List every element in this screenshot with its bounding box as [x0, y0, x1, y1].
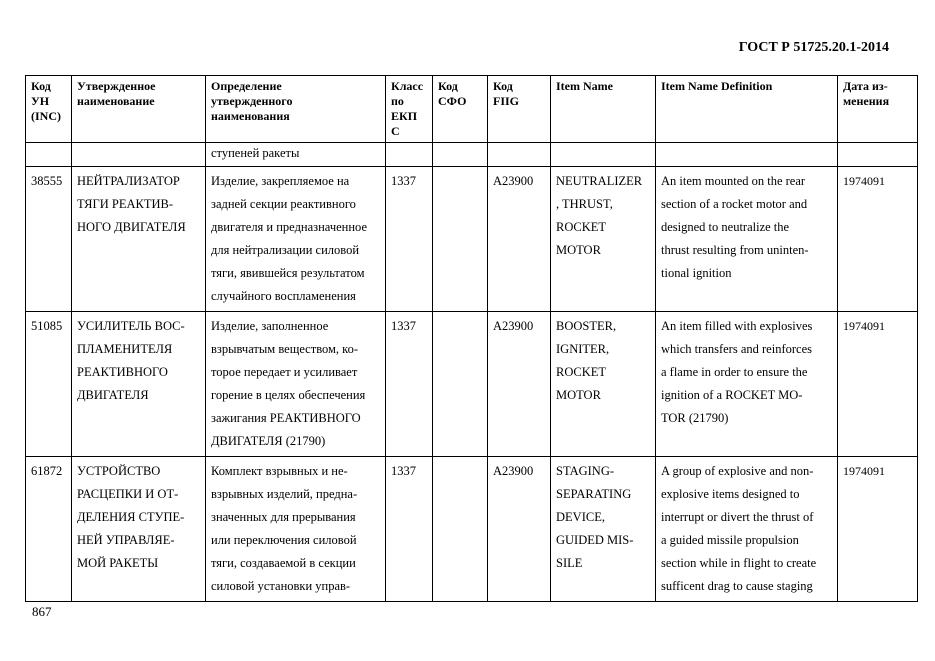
text-line: или переключения силовой [211, 533, 357, 547]
text-line: TOR (21790) [661, 411, 729, 425]
text-line: УСТРОЙСТВО [77, 464, 161, 478]
text-line: , THRUST, [556, 197, 613, 211]
text-line: ROCKET [556, 220, 606, 234]
cell-fiig: A23900 [488, 457, 551, 602]
text-line: ДВИГАТЕЛЯ (21790) [211, 434, 326, 448]
continuation-definition [206, 143, 386, 167]
cell-fiig: A23900 [488, 167, 551, 312]
cell-item-name [551, 167, 656, 312]
text-line: An item filled with explosives [661, 319, 813, 333]
text-line: силовой установки управ- [211, 579, 351, 593]
text-line: thrust resulting from uninten- [661, 243, 809, 257]
text-line: Дата из- [843, 79, 888, 93]
text-line: (INC) [31, 109, 61, 123]
cell-approved-name [72, 312, 206, 457]
nomenclature-table [25, 75, 918, 602]
cell-sfo [433, 167, 488, 312]
header-definition [206, 76, 386, 143]
text-line: утвержденного [211, 94, 293, 108]
text-line: зажигания РЕАКТИВНОГО [211, 411, 361, 425]
text-line: Изделие, закрепляемое на [211, 174, 350, 188]
text-line: IGNITER, [556, 342, 610, 356]
text-line: тяги, явившейся результатом [211, 266, 365, 280]
text-line: designed to neutralize the [661, 220, 790, 234]
text-line: задней секции реактивного [211, 197, 356, 211]
cell-item-name [551, 312, 656, 457]
text-line: STAGING- [556, 464, 615, 478]
text-line: менения [843, 94, 890, 108]
text-line: двигателя и предназначенное [211, 220, 367, 234]
header-approved-name [72, 76, 206, 143]
header-fiig [488, 76, 551, 143]
text-line: FIIG [493, 94, 520, 108]
text-line: ROCKET [556, 365, 606, 379]
text-line: наименования [211, 109, 290, 123]
cell-class: 1337 [386, 312, 433, 457]
text-line: НЕЙ УПРАВЛЯЕ- [77, 533, 175, 547]
text-line: ignition of a ROCKET MO- [661, 388, 803, 402]
header-change-date [838, 76, 918, 143]
text-line: interrupt or divert the thrust of [661, 510, 814, 524]
text-line: tional ignition [661, 266, 732, 280]
header-item-name [551, 76, 656, 143]
text-line: УСИЛИТЕЛЬ ВОС- [77, 319, 185, 333]
header-item-name-definition [656, 76, 838, 143]
cell-definition [206, 167, 386, 312]
cell-fiig: A23900 [488, 312, 551, 457]
text-line: по [391, 94, 404, 108]
cell-inc: 61872 [26, 457, 72, 602]
text-line: РЕАКТИВНОГО [77, 365, 168, 379]
cell-change-date: 1974091 [838, 312, 918, 457]
text-line: MOTOR [556, 388, 601, 402]
text-line: ДЕЛЕНИЯ СТУПЕ- [77, 510, 185, 524]
text-line: взрывчатым веществом, ко- [211, 342, 359, 356]
text-line: section while in flight to create [661, 556, 817, 570]
text-line: УН [31, 94, 50, 108]
table-header-row [26, 76, 918, 143]
text-line: случайного воспламенения [211, 289, 356, 303]
page-number: 867 [32, 604, 52, 619]
cell-change-date: 1974091 [838, 167, 918, 312]
document-id: ГОСТ Р 51725.20.1-2014 [738, 40, 889, 55]
text-line: тяги, создаваемой в секции [211, 556, 356, 570]
text-line: A group of explosive and non- [661, 464, 814, 478]
text-line: Класс [391, 79, 424, 93]
text-line: наименование [77, 94, 155, 108]
text-line: торое передает и усиливает [211, 365, 358, 379]
text-line: NEUTRALIZER [556, 174, 643, 188]
cell-inc: 38555 [26, 167, 72, 312]
text-line: Изделие, заполненное [211, 319, 329, 333]
cell-approved-name [72, 457, 206, 602]
cell-change-date: 1974091 [838, 457, 918, 602]
text-line: РАСЦЕПКИ И ОТ- [77, 487, 179, 501]
cell-sfo [433, 312, 488, 457]
cell-item-definition [656, 457, 838, 602]
continuation-row [26, 143, 918, 167]
cell-approved-name [72, 167, 206, 312]
text-line: MOTOR [556, 243, 601, 257]
text-line: горение в целях обеспечения [211, 388, 366, 402]
text-line: Утвержденное [77, 79, 156, 93]
text-line: Item Name Definition [661, 79, 773, 93]
text-line: для нейтрализации силовой [211, 243, 360, 257]
cell-definition [206, 312, 386, 457]
text-line: Код [438, 79, 458, 93]
text-line: Код [493, 79, 513, 93]
text-line: СФО [438, 94, 467, 108]
text-line: section of a rocket motor and [661, 197, 808, 211]
text-line: взрывных изделий, предна- [211, 487, 358, 501]
text-line: Код [31, 79, 51, 93]
text-line: ступеней ракеты [211, 146, 300, 160]
text-line: ПЛАМЕНИТЕЛЯ [77, 342, 173, 356]
text-line: Item Name [556, 79, 613, 93]
header-inc [26, 76, 72, 143]
table-row [26, 457, 918, 602]
cell-item-definition [656, 312, 838, 457]
cell-class: 1337 [386, 457, 433, 602]
text-line: BOOSTER, [556, 319, 617, 333]
text-line: GUIDED MIS- [556, 533, 634, 547]
text-line: С [391, 124, 400, 138]
cell-class: 1337 [386, 167, 433, 312]
cell-sfo [433, 457, 488, 602]
text-line: Определение [211, 79, 282, 93]
text-line: ДВИГАТЕЛЯ [77, 388, 149, 402]
text-line: НЕЙТРАЛИЗАТОР [77, 174, 180, 188]
text-line: An item mounted on the rear [661, 174, 806, 188]
cell-item-definition [656, 167, 838, 312]
text-line: SEPARATING [556, 487, 632, 501]
text-line: ЕКП [391, 109, 418, 123]
cell-definition [206, 457, 386, 602]
text-line: a guided missile propulsion [661, 533, 799, 547]
text-line: sufficent drag to cause staging [661, 579, 813, 593]
text-line: Комплект взрывных и не- [211, 464, 348, 478]
table-row [26, 167, 918, 312]
cell-inc: 51085 [26, 312, 72, 457]
text-line: SILE [556, 556, 583, 570]
text-line: МОЙ РАКЕТЫ [77, 556, 159, 570]
text-line: which transfers and reinforces [661, 342, 812, 356]
text-line: explosive items designed to [661, 487, 800, 501]
cell-item-name [551, 457, 656, 602]
text-line: a flame in order to ensure the [661, 365, 808, 379]
text-line: ТЯГИ РЕАКТИВ- [77, 197, 173, 211]
text-line: НОГО ДВИГАТЕЛЯ [77, 220, 186, 234]
header-class [386, 76, 433, 143]
text-line: значенных для прерывания [211, 510, 356, 524]
table-row [26, 312, 918, 457]
header-sfo [433, 76, 488, 143]
text-line: DEVICE, [556, 510, 605, 524]
